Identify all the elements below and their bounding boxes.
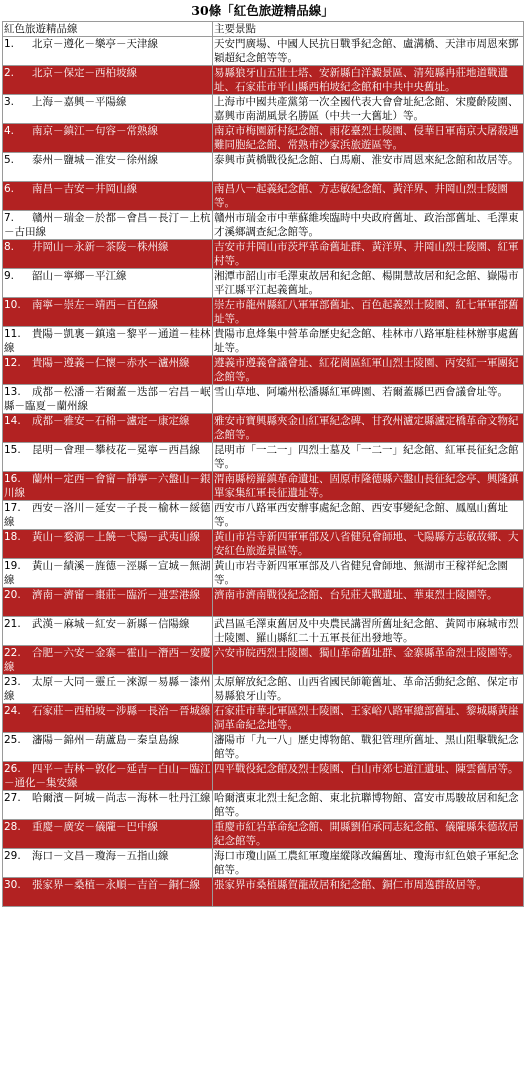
- route-name: 貴陽－凱裏－鎮遠－黎平－通道－桂林線: [4, 328, 211, 354]
- route-table: [2, 21, 524, 907]
- table-row: [3, 95, 524, 124]
- route-name: 成都－松潘－若爾蓋－迭部－宕昌－岷縣－臨夏－蘭州線: [4, 386, 211, 412]
- route-cell: [3, 617, 213, 646]
- table-row: [3, 443, 524, 472]
- route-number: 28.: [4, 821, 21, 833]
- route-number: 8.: [4, 241, 15, 253]
- route-name: 南昌－吉安－井岡山線: [32, 183, 137, 195]
- table-row: [3, 501, 524, 530]
- table-row: [3, 153, 524, 182]
- route-name: 太原－大同－靈丘－淶源－易縣－漆州線: [4, 676, 211, 702]
- sites-cell: 遵義市遵義會議會址、紅花崗區紅軍山烈士陵園、丙安紅一軍團紀念館等。: [213, 356, 524, 385]
- route-number: 13.: [4, 386, 21, 398]
- route-cell: [3, 849, 213, 878]
- route-number: 1.: [4, 38, 15, 50]
- sites-cell: 易縣狼牙山五壯士塔、安新縣白洋澱景區、清苑縣冉莊地道戰遺址、石家莊市平山縣西柏坡紀念館和中共中央舊址。: [213, 66, 524, 95]
- route-name: 泰州－鹽城－淮安－徐州線: [32, 154, 158, 166]
- route-cell: [3, 704, 213, 733]
- table-row: [3, 124, 524, 153]
- table-row: [3, 762, 524, 791]
- sites-cell: 濟南市濟南戰役紀念館、台兒莊大戰遺址、華東烈士陵園等。: [213, 588, 524, 617]
- sites-cell: 湘潭市韶山市毛澤東故居和紀念館、楊開慧故居和紀念館、嶽陽市平江縣平江起義舊址。: [213, 269, 524, 298]
- route-name: 濟南－濟甯－棗莊－臨沂－連雲港線: [32, 589, 200, 601]
- route-cell: [3, 820, 213, 849]
- route-number: 4.: [4, 125, 15, 137]
- route-cell: [3, 182, 213, 211]
- table-row: [3, 849, 524, 878]
- route-name: 井岡山－永新－茶陵－株州線: [32, 241, 169, 253]
- route-name: 上海－嘉興－平陽線: [32, 96, 127, 108]
- route-cell: [3, 269, 213, 298]
- sites-cell: 雅安市寶興縣夾金山紅軍紀念碑、甘孜州瀘定縣瀘定橋革命文物紀念館等。: [213, 414, 524, 443]
- table-row: [3, 530, 524, 559]
- route-cell: [3, 588, 213, 617]
- document-title: 30條「紅色旅遊精品線」: [191, 3, 334, 18]
- table-row: [3, 182, 524, 211]
- route-number: 3.: [4, 96, 15, 108]
- route-name: 南京－鎮江－句容－常熟線: [32, 125, 158, 137]
- table-row: [3, 37, 524, 66]
- route-cell: [3, 791, 213, 820]
- table-row: [3, 385, 524, 414]
- sites-cell: 張家界市桑植縣賀龍故居和紀念館、銅仁市周逸群故居等。: [213, 878, 524, 907]
- route-number: 21.: [4, 618, 21, 630]
- route-name: 黃山－婺源－上饒－弋陽－武夷山線: [32, 531, 200, 543]
- table-row: [3, 327, 524, 356]
- sites-cell: 四平戰役紀念館及烈士陵園、白山市郊七道江遺址、陳雲舊居等。: [213, 762, 524, 791]
- route-cell: [3, 762, 213, 791]
- sites-cell: 贛州市瑞金市中華蘇維埃臨時中央政府舊址、政治部舊址、毛澤東才溪鄉調查紀念館等。: [213, 211, 524, 240]
- table-row: [3, 269, 524, 298]
- sites-cell: 吉安市井岡山市茨坪革命舊址群、黃洋界、井岡山烈士陵園、紅軍村等。: [213, 240, 524, 269]
- column-header-route: 紅色旅遊精品線: [3, 22, 213, 37]
- route-cell: [3, 298, 213, 327]
- route-number: 11.: [4, 328, 21, 340]
- route-name: 北京－遵化－樂亭－天津線: [32, 38, 158, 50]
- sites-cell: 南京市梅園新村紀念館、雨花臺烈士陵園、侵華日軍南京大屠殺遇難同胞紀念館、常熟市沙家浜旅遊區等。: [213, 124, 524, 153]
- table-row: [3, 646, 524, 675]
- table-row: [3, 733, 524, 762]
- route-number: 29.: [4, 850, 21, 862]
- route-number: 25.: [4, 734, 21, 746]
- route-cell: [3, 443, 213, 472]
- route-name: 重慶－廣安－儀隴－巴中線: [32, 821, 158, 833]
- route-cell: [3, 385, 213, 414]
- table-row: [3, 414, 524, 443]
- route-name: 蘭州－定西－會甯－靜寧－六盤山－銀川線: [4, 473, 211, 499]
- route-cell: [3, 559, 213, 588]
- route-number: 2.: [4, 67, 15, 79]
- table-row: [3, 617, 524, 646]
- table-row: [3, 820, 524, 849]
- route-cell: [3, 878, 213, 907]
- table-row: [3, 211, 524, 240]
- route-name: 石家莊－西柏坡－涉縣－長治－晉城線: [32, 705, 211, 717]
- table-row: [3, 878, 524, 907]
- sites-cell: 武昌區毛澤東舊居及中央農民講習所舊址紀念館、黃岡市麻城市烈士陵園、羅山縣紅二十五軍長征出發地等。: [213, 617, 524, 646]
- table-header-row: [3, 22, 524, 37]
- route-name: 北京－保定－西柏坡線: [32, 67, 137, 79]
- table-row: [3, 240, 524, 269]
- sites-cell: 太原解放紀念館、山西省國民師範舊址、革命活動紀念館、保定市易縣狼牙山等。: [213, 675, 524, 704]
- sites-cell: 渭南縣榜羅鎮革命遺址、固原市隆德縣六盤山長征紀念亭、興隆鎮單家集紅軍長征遺址等。: [213, 472, 524, 501]
- route-cell: [3, 211, 213, 240]
- table-row: [3, 791, 524, 820]
- route-cell: [3, 646, 213, 675]
- route-name: 韶山－寧鄉－平江線: [32, 270, 127, 282]
- route-cell: [3, 153, 213, 182]
- route-number: 10.: [4, 299, 21, 311]
- route-number: 30.: [4, 879, 21, 891]
- route-number: 6.: [4, 183, 15, 195]
- route-number: 5.: [4, 154, 15, 166]
- route-cell: [3, 675, 213, 704]
- sites-cell: 泰興市黃橋戰役紀念館、白馬廟、淮安市周恩來紀念館和故居等。: [213, 153, 524, 182]
- sites-cell: 黃山市岩寺新四軍軍部及八省健兒會師地、弋陽縣方志敏故鄉、大安紅色旅遊景區等。: [213, 530, 524, 559]
- route-name: 昆明－會理－攀枝花－冕寧－西昌線: [32, 444, 200, 456]
- table-row: [3, 298, 524, 327]
- sites-cell: 貴陽市息烽集中營革命歷史紀念館、桂林市八路軍駐桂林辦事處舊址等。: [213, 327, 524, 356]
- route-number: 16.: [4, 473, 21, 485]
- sites-cell: 雪山草地、阿壩州松潘縣紅軍碑園、若爾蓋縣巴西會議會址等。: [213, 385, 524, 414]
- table-row: [3, 66, 524, 95]
- route-number: 24.: [4, 705, 21, 717]
- route-number: 12.: [4, 357, 21, 369]
- route-number: 19.: [4, 560, 21, 572]
- column-header-sites: 主要景點: [213, 22, 524, 37]
- route-name: 贛州－瑞金－於都－會昌－長汀－上杭－古田線: [4, 212, 211, 238]
- route-number: 27.: [4, 792, 21, 804]
- table-row: [3, 356, 524, 385]
- route-number: 9.: [4, 270, 15, 282]
- route-number: 14.: [4, 415, 21, 427]
- table-row: [3, 588, 524, 617]
- route-number: 7.: [4, 212, 15, 224]
- sites-cell: 昆明市「一二一」四烈士墓及「一二一」紀念館、紅軍長征紀念館等。: [213, 443, 524, 472]
- route-name: 西安－洛川－延安－子長－榆林－綏德線: [4, 502, 211, 528]
- route-cell: [3, 124, 213, 153]
- route-name: 哈爾濱－阿城－尚志－海林－牡丹江線: [32, 792, 211, 804]
- sites-cell: 西安市八路軍西安辦事處紀念館、西安事變紀念館、鳳凰山舊址等。: [213, 501, 524, 530]
- sites-cell: 天安門廣場、中國人民抗日戰爭紀念館、盧溝橋、天津市周恩來鄧穎超紀念館等等。: [213, 37, 524, 66]
- route-name: 合肥－六安－金寨－霍山－潛西－安慶線: [4, 647, 211, 673]
- route-cell: [3, 472, 213, 501]
- route-number: 22.: [4, 647, 21, 659]
- route-number: 20.: [4, 589, 21, 601]
- sites-cell: 哈爾濱東北烈士紀念館、東北抗聯博物館、富安市馬駿故居和紀念館等。: [213, 791, 524, 820]
- sites-cell: 海口市瓊山區工農紅軍瓊崖縱隊改編舊址、瓊海市紅色娘子軍紀念館等。: [213, 849, 524, 878]
- route-name: 四平－吉林－敦化－延吉－白山－臨江－通化－集安線: [4, 763, 211, 789]
- route-name: 成都－雅安－石棉－瀘定－康定線: [32, 415, 190, 427]
- sites-cell: 瀋陽市「九一八」歷史博物館、戰犯管理所舊址、黑山阻擊戰紀念館等。: [213, 733, 524, 762]
- table-row: [3, 559, 524, 588]
- route-name: 南寧－崇左－靖西－百色線: [32, 299, 158, 311]
- route-cell: [3, 501, 213, 530]
- sites-cell: 崇左市龍州縣紅八軍軍部舊址、百色起義烈士陵園、紅七軍軍部舊址等。: [213, 298, 524, 327]
- route-cell: [3, 66, 213, 95]
- route-cell: [3, 414, 213, 443]
- route-cell: [3, 356, 213, 385]
- table-row: [3, 704, 524, 733]
- route-name: 海口－文昌－瓊海－五指山線: [32, 850, 169, 862]
- route-number: 18.: [4, 531, 21, 543]
- sites-cell: 黃山市岩寺新四軍軍部及八省健兒會師地、無湖市王稼祥紀念園等。: [213, 559, 524, 588]
- route-number: 26.: [4, 763, 21, 775]
- route-name: 武漢－麻城－紅安－新縣－信陽線: [32, 618, 190, 630]
- sites-cell: 上海市中國共產黨第一次全國代表大會會址紀念館、宋慶齡陵園、嘉興市南湖風景名勝區（中共一大舊址）等。: [213, 95, 524, 124]
- sites-cell: 重慶市紅岩革命紀念館、開縣劉伯承同志紀念館、儀隴縣朱德故居紀念館等。: [213, 820, 524, 849]
- route-cell: [3, 327, 213, 356]
- route-cell: [3, 95, 213, 124]
- table-row: [3, 472, 524, 501]
- route-cell: [3, 240, 213, 269]
- route-cell: [3, 733, 213, 762]
- sites-cell: 石家莊市華北軍區烈士陵園、王家峪八路軍總部舊址、黎城縣黃崖洞革命紀念地等。: [213, 704, 524, 733]
- route-cell: [3, 37, 213, 66]
- sites-cell: 南昌八一起義紀念館、方志敏紀念館、黃洋界、井岡山烈士陵園等。: [213, 182, 524, 211]
- route-name: 瀋陽－錦州－葫蘆島－秦皇島線: [32, 734, 179, 746]
- route-name: 黃山－績溪－旌德－涇縣－宣城－無湖線: [4, 560, 211, 586]
- sites-cell: 六安市皖西烈士陵園、獨山革命舊址群、金寨縣革命烈士陵園等。: [213, 646, 524, 675]
- route-number: 17.: [4, 502, 21, 514]
- route-number: 23.: [4, 676, 21, 688]
- route-number: 15.: [4, 444, 21, 456]
- route-cell: [3, 530, 213, 559]
- route-name: 張家界－桑植－永順－吉首－銅仁線: [32, 879, 200, 891]
- table-row: [3, 675, 524, 704]
- route-name: 貴陽－遵義－仁懷－赤水－瀘州線: [32, 357, 190, 369]
